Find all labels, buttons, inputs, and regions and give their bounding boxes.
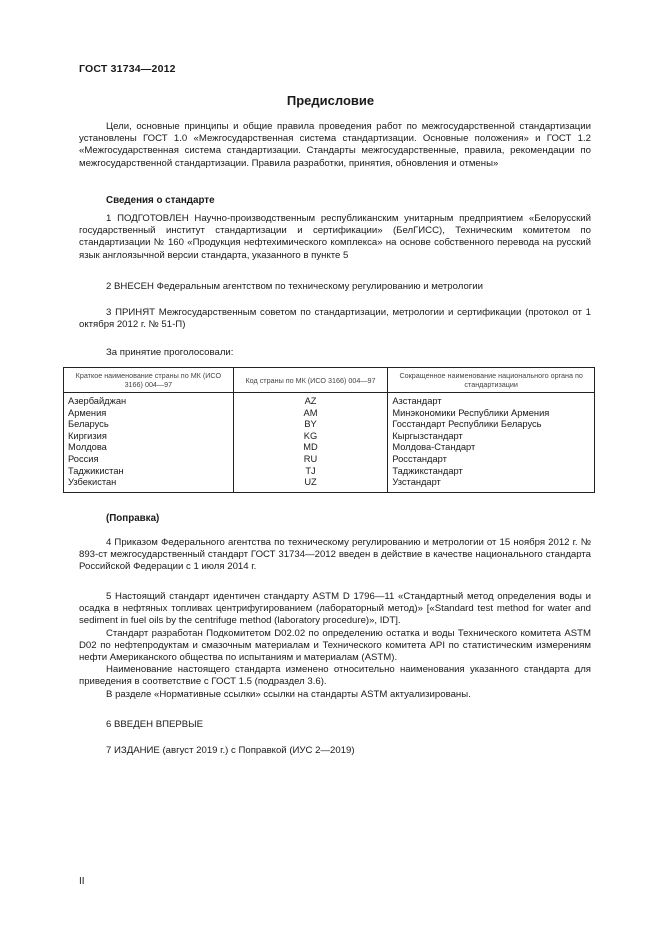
cell-code: KG [233,431,388,443]
amendment-label: (Поправка) [106,513,160,524]
item-5-text: 5 Настоящий стандарт идентичен стандарту ASTM D 1796—11 «Стандартный метод определения воды и осадка в нефтяных топливах центрифугированием (лабораторный метод)» [«Standard test method for water and sediment in fuel oils by the centrifuge method (laboratory procedure)», IDT]. [79,591,591,627]
item-4 [79,537,591,574]
intro-paragraph [79,121,591,170]
table-row [64,477,595,492]
item-5-references-text: В разделе «Нормативные ссылки» ссылки на стандарты ASTM актуализированы. [106,688,471,700]
cell-code: AM [233,408,388,420]
table-row [64,393,595,408]
item-5-developer-text: Стандарт разработан Подкомитетом D02.02 по определению остатка и воды Технического комитета ASTM D02 по нефтепродуктам и смазочным материалам и Технического комитета API по статистическим измерениям нефти Американского общества по испытаниям и материалам (ASTM). [79,627,591,664]
cell-country: Узбекистан [64,477,234,492]
cell-country: Таджикистан [64,466,234,478]
vote-table-header [64,368,595,393]
page-number: II [79,876,85,887]
cell-body: Таджикстандарт [388,466,595,478]
info-heading: Сведения о стандарте [106,195,215,206]
cell-body: Кыргызстандарт [388,431,595,443]
cell-code: UZ [233,477,388,492]
cell-code: RU [233,454,388,466]
table-row [64,442,595,454]
header-body: Сокращенное наименование национального органа по стандартизации [388,368,595,393]
item-1-text: 1 ПОДГОТОВЛЕН Научно-производственным республиканским унитарным предприятием «Белорусский государственный институт стандартизации и сертификации» (БелГИСС), Техническим комитетом по стандартизации № 160 «Продукция нефтехимического комплекса» на основе собственного перевода на русский язык англоязычной версии стандарта, указанного в пункте 5 [79,213,591,261]
item-1 [79,213,591,262]
intro-text: Цели, основные принципы и общие правила проведения работ по межгосударственной стандартизации установлены ГОСТ 1.0 «Межгосударственная система стандартизации. Основные положения» и ГОСТ 1.2 «Межгосударственная система стандартизации. Стандарты межгосударственные, правила, рекомендации по межгосударственной стандартизации. Правила разработки, принятия, обновления и отмены» [79,121,591,169]
cell-body: Молдова-Стандарт [388,442,595,454]
item-6 [79,719,591,731]
header-country: Краткое наименование страны по МК (ИСО 3166) 004—97 [64,368,234,393]
item-2 [79,281,591,293]
cell-body: Азстандарт [388,393,595,408]
cell-country: Азербайджан [64,393,234,408]
table-row [64,466,595,478]
cell-body: Госстандарт Республики Беларусь [388,419,595,431]
document-code: ГОСТ 31734—2012 [79,63,176,75]
cell-body: Минэкономики Республики Армения [388,408,595,420]
cell-code: AZ [233,393,388,408]
page-title: Предисловие [286,93,375,108]
table-row [64,454,595,466]
table-row [64,408,595,420]
cell-code: TJ [233,466,388,478]
table-row [64,431,595,443]
cell-country: Беларусь [64,419,234,431]
vote-table [63,367,595,493]
cell-body: Узстандарт [388,477,595,492]
table-row [64,419,595,431]
header-code: Код страны по МК (ИСО 3166) 004—97 [233,368,388,393]
cell-body: Росстандарт [388,454,595,466]
cell-country: Молдова [64,442,234,454]
cell-code: BY [233,419,388,431]
item-3 [79,307,591,331]
item-7-text: 7 ИЗДАНИЕ (август 2019 г.) с Поправкой (ИУС 2—2019) [106,745,355,756]
item-4-text: 4 Приказом Федерального агентства по техническому регулированию и метрологии от 15 ноября 2012 г. № 893-ст межгосударственный стандарт ГОСТ 31734—2012 введен в действие в качестве национального стандарта Российской Федерации с 1 июля 2014 г. [79,537,591,573]
vote-label: За принятие проголосовали: [106,347,234,358]
item-6-text: 6 ВВЕДЕН ВПЕРВЫЕ [106,719,204,730]
cell-country: Армения [64,408,234,420]
item-3-text: 3 ПРИНЯТ Межгосударственным советом по стандартизации, метрологии и сертификации (протокол от 1 октября 2012 г. № 51-П) [79,307,591,331]
cell-country: Россия [64,454,234,466]
item-7 [79,745,591,757]
cell-country: Киргизия [64,431,234,443]
item-5 [79,591,591,701]
item-2-text: 2 ВНЕСЕН Федеральным агентством по техническому регулированию и метрологии [106,281,484,292]
cell-code: MD [233,442,388,454]
item-5-name-change-text: Наименование настоящего стандарта изменено относительно наименования указанного стандарта для приведения в соответствие с ГОСТ 1.5 (подраздел 3.6). [79,664,591,688]
